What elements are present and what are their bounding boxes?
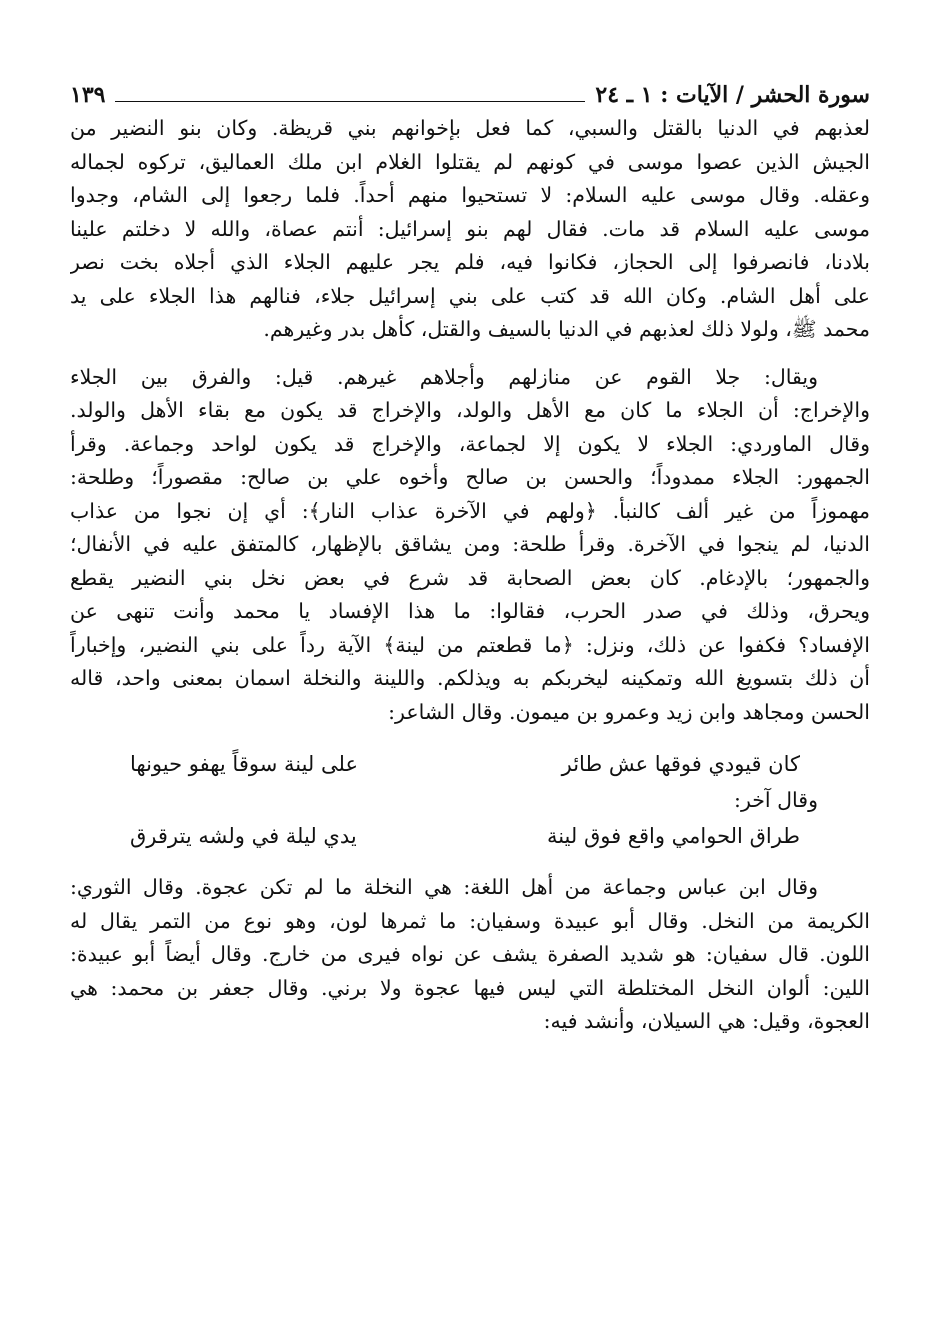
book-page bbox=[70, 72, 870, 1039]
text-line: والإخراج: أن الجلاء ما كان مع الأهل والولد، والإخراج قد يكون مع بقاء الأهل والولد. bbox=[70, 398, 870, 422]
header-rule bbox=[115, 101, 585, 102]
text-line: على أهل الشام. وكان الله قد كتب على بني إسرائيل جلاء، فنالهم هذا الجلاء على يد bbox=[70, 283, 870, 308]
poem-verse-1 bbox=[70, 745, 870, 783]
verse-second-hemistich: على لينة سوقاً يهفو حيونها bbox=[130, 752, 358, 776]
text-line: الجيش الذين عصوا موسى في كونهم لم يقتلوا الغلام ابن ملك العماليق، تركوه لجماله bbox=[70, 149, 870, 174]
text-line: الحسن ومجاهد وابن زيد وعمرو بن ميمون. وقال الشاعر: bbox=[388, 699, 870, 724]
paragraph-1 bbox=[70, 112, 870, 347]
text-line: العجوة، وقيل: هي السيلان، وأنشد فيه: bbox=[543, 1009, 870, 1033]
text-line: بلادنا، فانصرفوا إلى الحجاز، فكانوا فيه، فلم يجر عليهم الجلاء الذي أجلاه بخت نصر bbox=[70, 250, 870, 274]
page-number: ١٣٩ bbox=[70, 82, 106, 108]
text-line: ويقال: جلا القوم عن منازلهم وأجلاهم غيرهم. قيل: والفرق بين الجلاء bbox=[70, 364, 818, 389]
text-line: وعقله. وقال موسى عليه السلام: لا تستحيوا منهم أحداً. فلما رجعوا إلى الشام، وجدوا bbox=[70, 183, 870, 207]
surah-title: سورة الحشر / الآيات : ١ ـ ٢٤ bbox=[595, 82, 870, 108]
text-line: مهموزاً من غير ألف كالنبأ. ﴿ولهم في الآخرة عذاب النار﴾: أي إن نجوا من عذاب bbox=[70, 498, 870, 523]
text-line: والجمهور؛ بالإدغام. كان بعض الصحابة قد شرع في بعض نخل بني النضير يقطع bbox=[70, 565, 870, 590]
verse-second-hemistich: يدي ليلة في ولشه يترقرق bbox=[130, 824, 357, 848]
poem-verse-2 bbox=[70, 817, 870, 855]
text-line: محمد ﷺ، ولولا ذلك لعذبهم في الدنيا بالسيف والقتل، كأهل بدر وغيرهم. bbox=[263, 317, 870, 341]
text-line: الإفساد؟ فكفوا عن ذلك، ونزل: ﴿ما قطعتم من لينة﴾ الآية رداً على بني النضير، وإخباراً bbox=[70, 632, 870, 657]
another-poet-label: وقال آخر: bbox=[734, 788, 818, 812]
text-line: اللين: ألوان النخل المختلطة التي ليس فيها عجوة ولا برني. وقال جعفر بن محمد: هي bbox=[70, 975, 870, 1000]
text-line: وقال الماوردي: الجلاء لا يكون إلا لجماعة، والإخراج قد يكون لواحد وجماعة. وقرأ bbox=[70, 431, 870, 456]
text-line: اللون. قال سفيان: هو شديد الصفرة يشف عن نواه فيرى من خارج. وقال أيضاً أبو عبيدة: bbox=[70, 942, 870, 966]
page-header bbox=[70, 72, 870, 106]
text-line: الكريمة من النخل. وقال أبو عبيدة وسفيان: ما ثمرها لون، وهو نوع من التمر يقال له bbox=[70, 908, 870, 933]
paragraph-2 bbox=[70, 361, 870, 730]
text-line: أن ذلك بتسويغ الله وتمكينه ليخربكم به ويذلكم. واللينة والنخلة اسمان بمعنى واحد، قاله bbox=[70, 666, 870, 690]
paragraph-3 bbox=[70, 871, 870, 1039]
verse-first-hemistich: كان قيودي فوقها عش طائر bbox=[561, 752, 800, 776]
text-line: وقال ابن عباس وجماعة من أهل اللغة: هي النخلة ما لم تكن عجوة. وقال الثوري: bbox=[70, 875, 818, 899]
text-line: الجمهور: الجلاء ممدوداً؛ والحسن بن صالح وأخوه علي بن صالح: مقصوراً؛ وطلحة: bbox=[70, 465, 870, 489]
verse-first-hemistich: طراق الحوامي واقع فوق لينة bbox=[546, 824, 800, 848]
text-line: موسى عليه السلام قد مات. فقال لهم بنو إسرائيل: أنتم عصاة، والله لا دخلتم علينا bbox=[70, 216, 870, 241]
text-line: الدنيا، لم ينجوا في الآخرة. وقرأ طلحة: ومن يشاقق بالإظهار، كالمتفق عليه في الأنفال؛ bbox=[70, 532, 870, 556]
text-line: لعذبهم في الدنيا بالقتل والسبي، كما فعل بإخوانهم بني قريظة. وكان بنو النضير من bbox=[70, 116, 870, 140]
text-line: ويحرق، وذلك في صدر الحرب، فقالوا: ما هذا الإفساد يا محمد وأنت تنهى عن bbox=[70, 599, 870, 623]
